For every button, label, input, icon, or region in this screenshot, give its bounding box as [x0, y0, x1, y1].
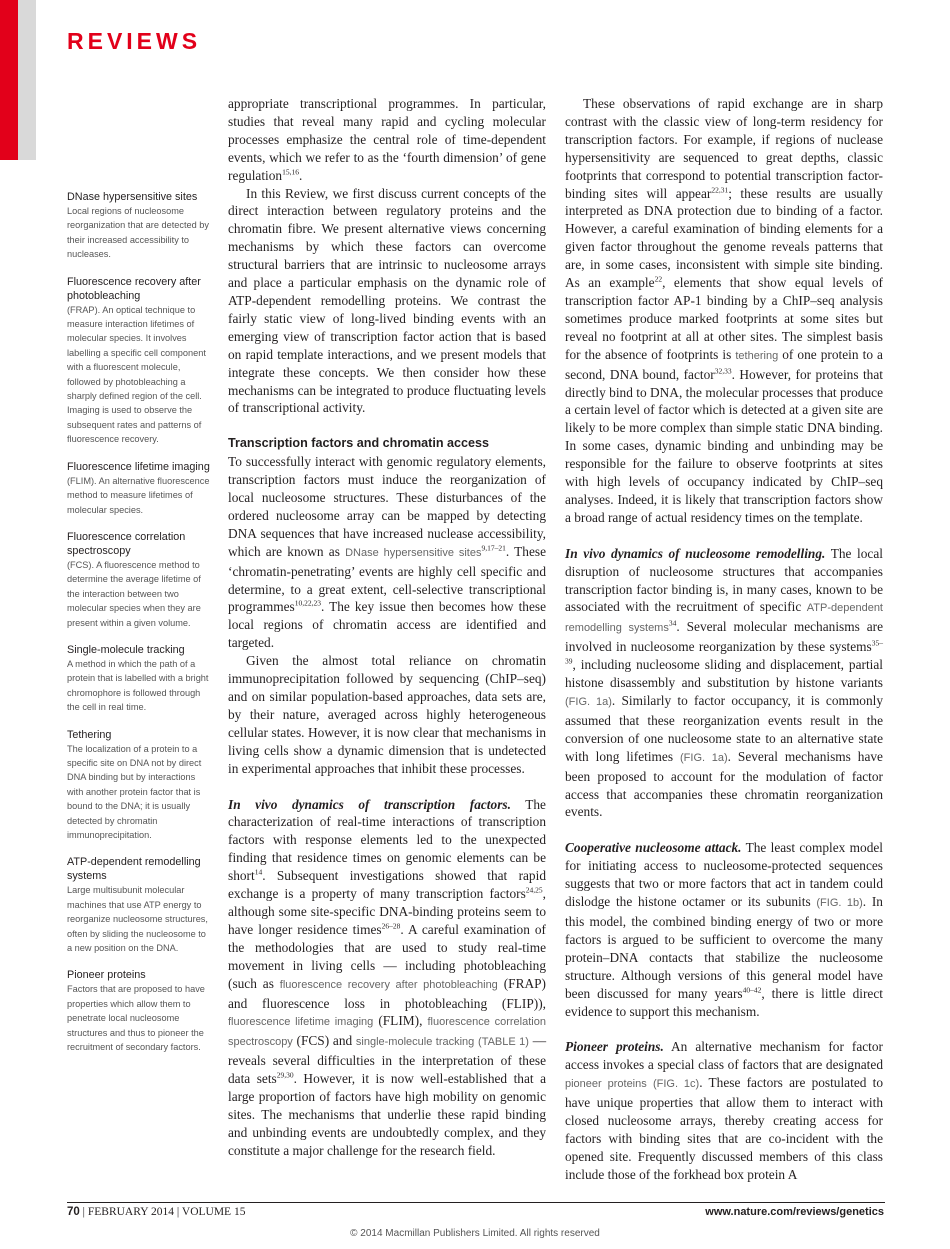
- glossary-link[interactable]: tethering: [735, 349, 779, 362]
- folio: 70 | FEBRUARY 2014 | VOLUME 15: [67, 1206, 246, 1218]
- glossary-entry: [67, 460, 212, 517]
- glossary-entry: [67, 968, 212, 1054]
- volume: VOLUME 15: [181, 1206, 246, 1218]
- paragraph: appropriate transcriptional programmes. In particular, studies that reveal many rapid and cycling molecular processes emphasize the central role of time-dependent events, which we refer to as the ‘fourth dimension’ of gene regulation$^{15,16}$.: [228, 96, 546, 183]
- citation[interactable]: 14: [254, 867, 263, 877]
- glossary-term: Single-molecule tracking: [67, 643, 185, 656]
- citation[interactable]: 40–42: [742, 985, 762, 995]
- glossary-link[interactable]: pioneer proteins: [565, 1078, 647, 1091]
- paragraph: Cooperative nucleosome attack. The least complex model for initiating access to nucleosome-protected sequences suggests that two or more factors that act in tandem could dislodge the histone octamer or its subunits (FIG. 1b). In this model, the combined binding energy of two or more factors is argued to be sufficient to overcome the many protein–DNA contacts that stabilize the nucleosome structure. Although versions of this general model have been discussed for many years$^{40-42}$, there is little direct evidence to support this mechanism.: [565, 840, 883, 1019]
- glossary-term: Pioneer proteins: [67, 969, 146, 982]
- glossary-entry: [67, 190, 212, 262]
- run-in-heading: Cooperative nucleosome attack.: [565, 840, 742, 856]
- citation[interactable]: 10,22,23: [294, 599, 321, 609]
- glossary-term: Fluorescence correlation spectroscopy: [67, 530, 186, 557]
- figure-link[interactable]: (FIG. 1b): [816, 897, 863, 910]
- paragraph: In vivo dynamics of nucleosome remodelling. The local disruption of nucleosome structures that accompanies transcription factor binding is, in many cases, known to be associated with the recruitment of specific ATP-dependent remodelling systems$^{34}$. Several molecular mechanisms are involved in nucleosome reorganization by these systems$^{35-39}$, including nucleosome sliding and displacement, partial histone disassembly and substitution by histone variants (FIG. 1a). Similarly to factor occupancy, it is commonly assumed that these reorganization events result in the conversion of one nucleosome state to an alternative state with long lifetimes (FIG. 1a). Several mechanisms have been proposed to account for the modulation of factor access that accompanies these chromatin reorganization events.: [565, 545, 884, 820]
- citation[interactable]: 29,30: [276, 1070, 294, 1080]
- margin-tab: [18, 0, 36, 160]
- journal-url[interactable]: www.nature.com/reviews/genetics: [705, 1206, 884, 1218]
- paragraph: In vivo dynamics of transcription factors. The characterization of real-time interactions of transcription factors with response elements led to the unexpected finding that residence times on genomic elements can be short$^{14}$. Subsequent investigations showed that rapid exchange is a property of many transcription factors$^{24,25}$, although some site-specific DNA-binding proteins seem to have longer residence times$^{26-28}$. A careful examination of the methodologies that are used to study real-time movement in living cells — including photobleaching (such as fluorescence recovery after photobleaching (FRAP) and fluorescence loss in photobleaching (FLIP)), fluorescence lifetime imaging (FLIM), fluorescence correlation spectroscopy (FCS) and single-molecule tracking (TABLE 1) — reveals several difficulties in the interpretation of these data sets$^{29,30}$. However, it is now well-established that a large proportion of factors have high mobility on genomic sites. The mechanisms that underlie these rapid binding and unbinding events are undoubtedly complex, and they constitute a major challenge for the research field.: [228, 796, 547, 1158]
- glossary-link[interactable]: single-molecule tracking: [355, 1036, 475, 1049]
- table-link[interactable]: (TABLE 1): [478, 1036, 529, 1049]
- glossary-definition: The localization of a protein to a specific site on DNA not by direct DNA binding but by interactions with another protein factor that is bound to the DNA; it is usually detected by chromatin immunoprecipitation.: [67, 743, 202, 840]
- paragraph: Pioneer proteins. An alternative mechanism for factor access invokes a special class of factors that are designated pioneer proteins (FIG. 1c). These factors are postulated to have unique properties that allow them to interact with closed nucleosome arrays, thereby creating access for factors with binding sites that are co-incident with the opened site. Frequently discussed members of this class include those of the forkhead box protein A: [565, 1039, 883, 1182]
- glossary-term: Tethering: [67, 728, 112, 741]
- run-in-heading: Pioneer proteins.: [565, 1039, 664, 1055]
- glossary-link[interactable]: fluorescence lifetime imaging: [228, 1016, 374, 1029]
- figure-link[interactable]: (FIG. 1c): [652, 1078, 700, 1091]
- citation[interactable]: 26–28: [381, 921, 401, 931]
- glossary-entry: [67, 643, 212, 715]
- paragraph: To successfully interact with genomic regulatory elements, transcription factors must induce the reorganization of local nucleosome structures. These disturbances of the ordered nucleosome array can be mapped by detecting DNA sequences that have increased nuclease accessibility, which are known as DNase hypersensitive sites$^{9,17-21}$. These ‘chromatin-penetrating’ events are highly cell specific and determine, to a great extent, cell-selective transcriptional programmes$^{10,22,23}$. The key issue then becomes how these local regions of chromatin access are identified and targeted.: [228, 454, 546, 651]
- section-heading: Transcription factors and chromatin access: [228, 436, 490, 451]
- glossary-link[interactable]: ATP-dependent remodelling systems: [565, 602, 883, 635]
- paragraph: These observations of rapid exchange are in sharp contrast with the classic view of long-term residency for transcription factors. For example, if regions of nuclease hypersensitivity are sequenced to great depths, classic footprints that correspond to potential transcription factor-binding sites will appear$^{22,31}$; these results are usually interpreted as DNA protection due to binding of a factor. However, a careful examination of binding elements for a given factor throughout the genome reveals patterns that are, in some cases, inconsistent with simple site binding. As an example$^{22}$, elements that show equal levels of transcription factor AP-1 binding by a ChIP–seq analysis sometimes produce marked footprints at some sites but reveal no footprint at all at other sites. The simplest basis for the absence of footprints is tethering of one protein to a second, DNA bound, factor$^{32,33}$. However, for proteins that directly bind to DNA, the molecular processes that produce a certain level of factor which is detected at a given site are likely to be more complex than simple static DNA binding. In some cases, dynamic binding and unbinding may be responsible for the failure to observe footprints at sites with high levels of occupancy indicated by ChIP–seq analyses. Indeed, it is likely that transcription factors show a broad range of actual residency times on the template.: [565, 96, 883, 525]
- glossary-term: Fluorescence recovery after photobleaching: [67, 275, 201, 302]
- issue-date: FEBRUARY 2014: [87, 1206, 175, 1218]
- glossary-link[interactable]: DNase hypersensitive sites: [345, 546, 482, 559]
- paragraph: In this Review, we first discuss current concepts of the direct interaction between regulatory proteins and the chromatin fibre. We present alternative views concerning mechanisms by which these factors can overcome structural barriers that are intrinsic to nucleosome arrays and place a particular emphasis on the dynamic role of ATP-dependent remodelling proteins. We contrast the fairly static view of long-lived binding events with an emerging view of transcription factor action that is based on rapid template interactions, and we present models that integrate these concepts. We then consider how these mechanisms can be integrated to produce fluctuating levels of transcriptional activity.: [228, 185, 546, 416]
- citation[interactable]: 32,33: [714, 366, 732, 376]
- citation[interactable]: 34: [668, 618, 677, 628]
- glossary-entry: [67, 530, 212, 630]
- glossary-definition: A method in which the path of a protein that is labelled with a bright chromophore is followed through the cell in real time.: [67, 658, 209, 713]
- glossary-definition: Large multisubunit molecular machines that use ATP energy to reorganize nucleosome structures, often by sliding the nucleosome to a new position on the DNA.: [67, 885, 208, 954]
- citation[interactable]: 9,17–21: [481, 543, 506, 553]
- glossary-definition: Factors that are proposed to have properties which allow them to penetrate local nucleosome structures and thus to pioneer the recruitment of secondary factors.: [67, 984, 205, 1053]
- glossary-entry: [67, 855, 212, 955]
- glossary-definition: (FRAP). An optical technique to measure interaction lifetimes of molecular species. It involves labelling a specific cell component with a fluorescent molecule, followed by photobleaching a sharply defined region of the cell. Imaging is used to observe the subsequent rates and patterns of fluorescence recovery.: [67, 304, 206, 445]
- copyright-notice: © 2014 Macmillan Publishers Limited. All rights reserved: [350, 1228, 600, 1239]
- paragraph: Given the almost total reliance on chromatin immunoprecipitation followed by sequencing (ChIP–seq) and on similar population-based approaches, data sets are, by their nature, averaged across highly heterogeneous cellular states. However, it is now clear that mechanisms in living cells show a dynamic dimension that is undetected in experimental approaches that inhibit these processes.: [228, 653, 546, 776]
- citation[interactable]: 35–39: [565, 638, 883, 666]
- glossary-link[interactable]: fluorescence correlation spectroscopy: [228, 1016, 546, 1049]
- page-number: 70: [67, 1206, 80, 1218]
- glossary-definition: Local regions of nucleosome reorganization that are detected by their increased accessibility to nucleases.: [67, 206, 209, 260]
- body-column-middle: [228, 95, 546, 1160]
- glossary-term: Fluorescence lifetime imaging: [67, 460, 210, 473]
- run-in-heading: In vivo dynamics of transcription factors.: [228, 796, 511, 812]
- body-column-right: [565, 95, 883, 1184]
- citation[interactable]: 24,25: [525, 885, 543, 895]
- figure-link[interactable]: (FIG. 1a): [565, 696, 612, 708]
- run-in-heading: In vivo dynamics of nucleosome remodelling.: [565, 545, 826, 561]
- figure-link[interactable]: (FIG. 1a): [680, 751, 728, 764]
- citation[interactable]: 22: [654, 274, 663, 284]
- glossary-term: ATP-dependent remodelling systems: [67, 856, 201, 883]
- glossary-term: DNase hypersensitive sites: [67, 191, 198, 203]
- citation[interactable]: 22,31: [711, 185, 729, 195]
- section-color-bar: [0, 0, 18, 160]
- glossary-entry: [67, 275, 212, 447]
- glossary-entry: [67, 728, 212, 843]
- section-label: REVIEWS: [67, 28, 202, 54]
- glossary-link[interactable]: fluorescence recovery after photobleaching: [279, 978, 498, 991]
- citation[interactable]: 15,16: [282, 167, 299, 177]
- footer-rule: [67, 1202, 885, 1203]
- glossary-definition: (FCS). A fluorescence method to determine the average lifetime of the interaction between two molecular species when they are present within a given volume.: [67, 559, 201, 628]
- glossary-definition: (FLIM). An alternative fluorescence method to measure lifetimes of molecular species.: [67, 475, 210, 515]
- glossary-sidebar: [67, 190, 212, 1067]
